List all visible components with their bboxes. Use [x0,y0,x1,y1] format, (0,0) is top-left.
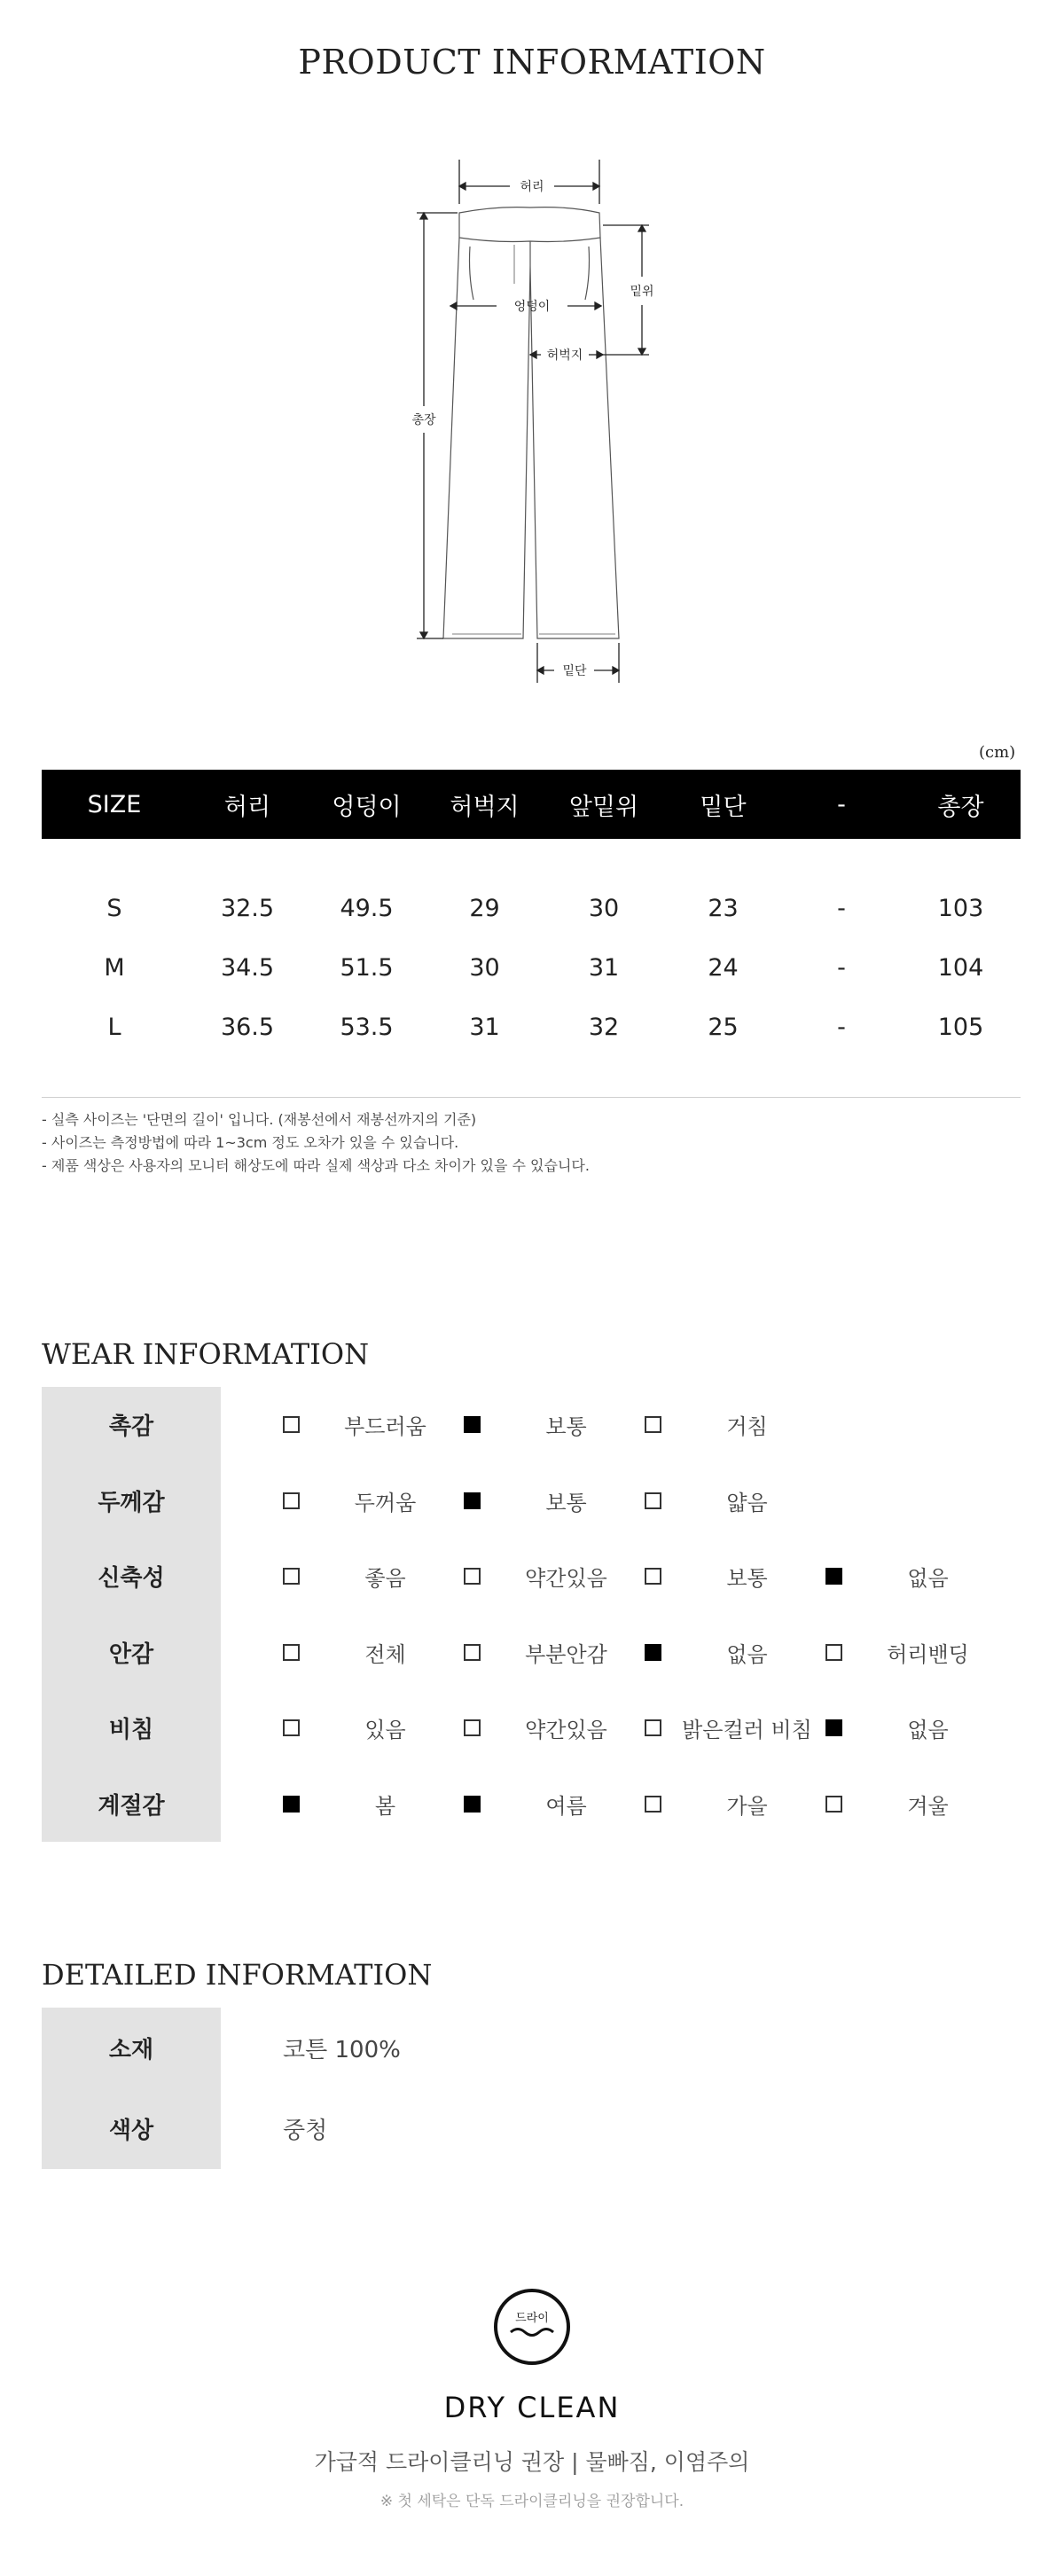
note-line: - 사이즈는 측정방법에 따라 1~3cm 정도 오차가 있을 수 있습니다. [42,1134,459,1151]
wear-label: 비침 [42,1690,221,1766]
pants-outline [443,207,619,638]
size-notes [42,1108,590,1178]
option [645,1637,825,1668]
checkbox [464,1492,481,1509]
header-cell: SIZE [87,790,142,818]
wear-label: 촉감 [42,1387,221,1463]
wear-row-lining [42,1615,1021,1691]
checkbox [645,1644,661,1661]
table-cell: S [106,895,122,922]
detail-value: 중청 [283,2118,328,2144]
option [464,1561,645,1592]
checkbox [464,1644,481,1661]
checkbox [645,1796,661,1813]
option [645,1712,825,1743]
option [464,1789,645,1820]
wear-row-season [42,1766,1021,1843]
table-cell: 30 [469,954,500,982]
detail-value: 코튼 100% [283,2037,401,2063]
option-label: 부분안감 [525,1641,607,1667]
option [464,1637,645,1668]
wear-label: 안감 [42,1615,221,1691]
checkbox [464,1568,481,1585]
wear-row-touch [42,1387,1021,1463]
checkbox [283,1416,300,1433]
option-label: 밝은컬러 비침 [682,1718,812,1743]
detail-info-title: DETAILED INFORMATION [42,1958,433,1992]
checkbox [283,1796,300,1813]
dry-clean-icon [493,2288,571,2366]
checkbox [645,1492,661,1509]
detail-info-table [42,2008,1021,2169]
checkbox [825,1644,842,1661]
option-label: 없음 [907,1718,949,1743]
option [283,1637,464,1668]
wear-info-table [42,1387,1021,1842]
header-cell: 앞밑위 [568,793,639,821]
option-label: 전체 [364,1641,406,1667]
table-cell: 23 [708,895,739,922]
detail-label: 소재 [42,2008,221,2088]
checkbox [464,1719,481,1736]
header-cell: 밑단 [700,793,747,821]
page-title: PRODUCT INFORMATION [298,43,766,82]
option [825,1789,1006,1820]
table-row [42,938,1021,998]
checkbox [464,1796,481,1813]
dry-clean-icon-label: 드라이 [515,2312,549,2325]
option-label: 허리밴딩 [887,1641,969,1667]
wear-label: 두께감 [42,1463,221,1539]
table-cell: 25 [708,1014,739,1041]
checkbox [283,1492,300,1509]
table-cell: 36.5 [220,1014,275,1041]
care-note: ※ 첫 세탁은 단독 드라이클리닝을 권장합니다. [379,2493,685,2510]
table-cell: - [837,895,846,922]
header-cell: 엉덩이 [332,793,402,821]
dry-clean-circle [496,2290,568,2363]
table-cell: 53.5 [340,1014,394,1041]
table-cell: - [837,954,846,982]
option [825,1561,1006,1592]
option [645,1789,825,1820]
option [283,1561,464,1592]
option-label: 약간있음 [525,1566,607,1592]
checkbox [825,1719,842,1736]
wear-label: 신축성 [42,1539,221,1615]
size-table-header [42,770,1021,839]
detail-row-material [42,2008,1021,2088]
note-line: - 실측 사이즈는 '단면의 길이' 입니다. (재봉선에서 재봉선까지의 기준) [42,1111,477,1128]
option [464,1712,645,1743]
table-row [42,879,1021,938]
checkbox [825,1796,842,1813]
option [283,1712,464,1743]
rise-label: 밑위 [630,285,654,299]
option-label: 있음 [364,1718,406,1743]
option [283,1485,464,1516]
option [645,1561,825,1592]
table-cell: 105 [937,1014,984,1041]
checkbox [645,1568,661,1585]
option-label: 두꺼움 [354,1490,417,1515]
wear-row-sheerness [42,1690,1021,1766]
option-label: 봄 [374,1793,396,1819]
option-label: 부드러움 [344,1414,426,1440]
option-label: 보통 [726,1566,768,1592]
hip-label: 엉덩이 [513,300,551,314]
option [645,1485,825,1516]
option [645,1409,825,1440]
option [464,1409,645,1440]
unit-label: (cm) [979,743,1016,762]
option-label: 없음 [726,1641,768,1667]
option-label: 가을 [726,1793,768,1819]
size-table [42,770,1021,1057]
header-cell: 허리 [223,793,271,821]
thigh-label: 허벅지 [546,348,583,363]
checkbox [464,1416,481,1433]
care-instructions: 가급적 드라이클리닝 권장 | 물빠짐, 이염주의 [314,2449,750,2475]
header-cell: - [837,790,846,818]
option-label: 보통 [545,1490,587,1515]
checkbox [283,1719,300,1736]
checkbox [645,1719,661,1736]
option [283,1409,464,1440]
checkbox [283,1568,300,1585]
option-label: 여름 [545,1793,587,1819]
option-label: 얇음 [726,1490,768,1515]
table-row [42,998,1021,1057]
option-label: 겨울 [907,1793,949,1819]
wave-mark [511,2329,553,2336]
table-cell: 29 [469,895,500,922]
note-line: - 제품 색상은 사용자의 모니터 해상도에 따라 실제 색상과 다소 차이가 있을 수 있습니다. [42,1157,590,1174]
waist-label: 허리 [520,180,544,194]
wear-row-stretch [42,1539,1021,1615]
hem-label: 밑단 [562,664,587,678]
detail-label: 색상 [42,2088,221,2169]
length-label: 총장 [411,413,436,427]
table-cell: 30 [588,895,620,922]
table-cell: 51.5 [340,954,394,982]
pants-measurement-diagram [381,151,683,701]
option-label: 좋음 [364,1566,406,1592]
table-cell: - [837,1014,846,1041]
table-cell: 32 [588,1014,620,1041]
option [464,1485,645,1516]
table-cell: 104 [937,954,984,982]
care-title: DRY CLEAN [443,2391,621,2424]
checkbox [825,1568,842,1585]
checkbox [645,1416,661,1433]
option-label: 보통 [545,1414,587,1440]
option-label: 약간있음 [525,1718,607,1743]
option-label: 거침 [726,1414,768,1440]
option [825,1712,1006,1743]
wear-info-title: WEAR INFORMATION [42,1337,370,1371]
table-cell: 103 [937,895,984,922]
option [283,1789,464,1820]
table-cell: L [107,1014,121,1041]
table-cell: 32.5 [220,895,275,922]
checkbox [283,1644,300,1661]
table-cell: 34.5 [220,954,275,982]
detail-row-color [42,2088,1021,2169]
header-cell: 허벅지 [450,793,520,821]
header-cell: 총장 [937,793,984,821]
wear-row-thickness [42,1463,1021,1539]
table-cell: 31 [588,954,620,982]
option [825,1637,1006,1668]
table-cell: 24 [708,954,739,982]
notes-divider [42,1097,1021,1098]
table-cell: 31 [469,1014,500,1041]
size-table-body [42,879,1021,1057]
table-cell: 49.5 [340,895,394,922]
option-label: 없음 [907,1566,949,1592]
wear-label: 계절감 [42,1766,221,1843]
table-cell: M [104,954,125,982]
